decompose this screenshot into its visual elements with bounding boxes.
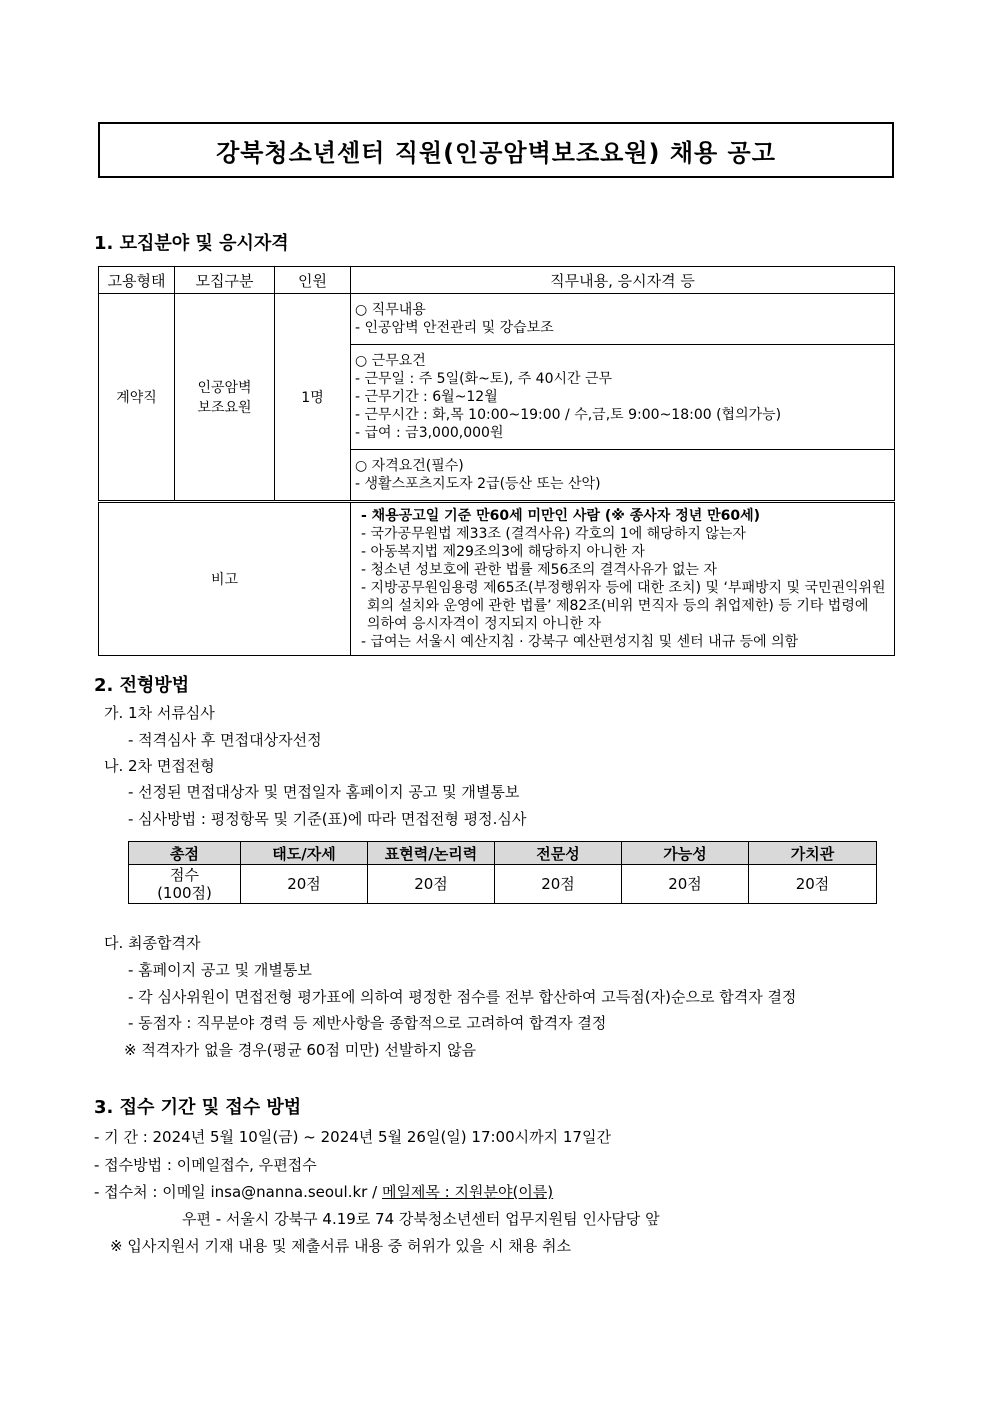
- conditions-item: - 근무기간 : 6월~12월: [355, 389, 498, 405]
- score-value: 20점: [749, 865, 877, 904]
- conditions-item: - 근무시간 : 화,목 10:00~19:00 / 수,금,토 9:00~18:00 (협의가능): [355, 407, 782, 423]
- duty-cell: [351, 294, 895, 345]
- post-line: 우편 - 서울시 강북구 4.19로 74 강북청소년센터 업무지원팀 인사담당 앞: [182, 1210, 660, 1228]
- step2-item: - 선정된 면접대상자 및 면접일자 홈페이지 공고 및 개별통보: [128, 783, 520, 801]
- category-line2: 보조요원: [197, 400, 252, 416]
- mail-subject-rule: 메일제목 : 지원분야(이름): [381, 1183, 554, 1201]
- destination-line: [94, 1179, 553, 1205]
- step2-label: 나. 2차 면접전형: [104, 757, 215, 775]
- score-value: 20점: [622, 865, 749, 904]
- step3-item: - 동점자 : 직무분야 경력 등 제반사항을 종합적으로 고려하여 합격자 결정: [128, 1014, 607, 1032]
- header-duties: 직무내용, 응시자격 등: [351, 267, 895, 294]
- step1-label: 가. 1차 서류심사: [104, 704, 215, 722]
- score-header-total: 총점: [129, 842, 241, 865]
- score-row-label-line2: (100점): [157, 884, 212, 902]
- score-value: 20점: [241, 865, 368, 904]
- section3-heading: 3. 접수 기간 및 접수 방법: [94, 1097, 302, 1118]
- remark-line: - 국가공무원법 제33조 (결격사유) 각호의 1에 해당하지 않는자: [361, 526, 746, 542]
- score-row-label: [129, 865, 241, 904]
- category-cell: [175, 294, 275, 502]
- step3-label: 다. 최종합격자: [104, 934, 201, 952]
- duty-item: - 인공암벽 안전관리 및 강습보조: [355, 320, 554, 336]
- score-header-expression: 표현력/논리력: [368, 842, 495, 865]
- step3-item: - 홈페이지 공고 및 개별통보: [128, 961, 312, 979]
- score-value: 20점: [368, 865, 495, 904]
- remark-line: 의하여 응시자격이 정지되지 아니한 자: [367, 616, 602, 632]
- step1-item: - 적격심사 후 면접대상자선정: [128, 731, 322, 749]
- section1-heading: 1. 모집분야 및 응시자격: [94, 233, 289, 254]
- section2-heading: 2. 전형방법: [94, 675, 190, 696]
- remark-line: - 청소년 성보호에 관한 법률 제56조의 결격사유가 없는 자: [361, 562, 717, 578]
- recruitment-table: [98, 266, 895, 656]
- score-header-values: 가치관: [749, 842, 877, 865]
- conditions-heading: ○ 근무요건: [355, 353, 426, 369]
- score-table: [128, 841, 877, 904]
- header-headcount: 인원: [275, 267, 351, 294]
- category-line1: 인공암벽: [197, 380, 252, 396]
- warning-note: ※ 입사지원서 기재 내용 및 제출서류 내용 중 허위가 있을 시 채용 취소: [110, 1237, 572, 1255]
- remark-line: - 지방공무원임용령 제65조(부정행위자 등에 대한 조치) 및 ‘부패방지 및 국민권익위원: [361, 580, 886, 596]
- qualification-heading: ○ 자격요건(필수): [355, 458, 464, 474]
- conditions-item: - 근무일 : 주 5일(화~토), 주 40시간 근무: [355, 371, 613, 387]
- conditions-cell: [351, 345, 895, 450]
- score-header-expertise: 전문성: [495, 842, 622, 865]
- step3-item: - 각 심사위원이 면접전형 평가표에 의하여 평정한 점수를 전부 합산하여 고득점(자)순으로 합격자 결정: [128, 988, 797, 1006]
- remarks-cell: [351, 502, 895, 656]
- remark-line: 회의 설치와 운영에 관한 법률’ 제82조(비위 면직자 등의 취업제한) 등 기타 법령에: [367, 598, 869, 614]
- score-header-attitude: 태도/자세: [241, 842, 368, 865]
- employment-type-cell: 계약직: [99, 294, 175, 502]
- header-employment-type: 고용형태: [99, 267, 175, 294]
- score-header-potential: 가능성: [622, 842, 749, 865]
- period-line: - 기 간 : 2024년 5월 10일(금) ~ 2024년 5월 26일(일) 17:00시까지 17일간: [94, 1128, 611, 1146]
- destination-prefix: - 접수처 : 이메일 insa@nanna.seoul.kr /: [94, 1183, 382, 1201]
- duty-heading: ○ 직무내용: [355, 302, 426, 318]
- remark-line: - 아동복지법 제29조의3에 해당하지 아니한 자: [361, 544, 645, 560]
- method-line: - 접수방법 : 이메일접수, 우편접수: [94, 1156, 317, 1174]
- score-row-label-line1: 점수: [170, 866, 199, 884]
- headcount-cell: 1명: [275, 294, 351, 502]
- remark-line: - 채용공고일 기준 만60세 미만인 사람 (※ 종사자 정년 만60세): [361, 508, 761, 524]
- remark-line: - 급여는 서울시 예산지침 · 강북구 예산편성지침 및 센터 내규 등에 의함: [361, 634, 799, 650]
- page-title: 강북청소년센터 직원(인공암벽보조요원) 채용 공고: [98, 122, 894, 178]
- qualification-item: - 생활스포츠지도자 2급(등산 또는 산악): [355, 476, 601, 492]
- step2-item: - 심사방법 : 평정항목 및 기준(표)에 따라 면접전형 평정.심사: [128, 810, 527, 828]
- header-category: 모집구분: [175, 267, 275, 294]
- qualification-cell: [351, 450, 895, 502]
- conditions-item: - 급여 : 금3,000,000원: [355, 425, 504, 441]
- remarks-label: 비고: [99, 502, 351, 656]
- score-value: 20점: [495, 865, 622, 904]
- step3-note: ※ 적격자가 없을 경우(평균 60점 미만) 선발하지 않음: [124, 1041, 477, 1059]
